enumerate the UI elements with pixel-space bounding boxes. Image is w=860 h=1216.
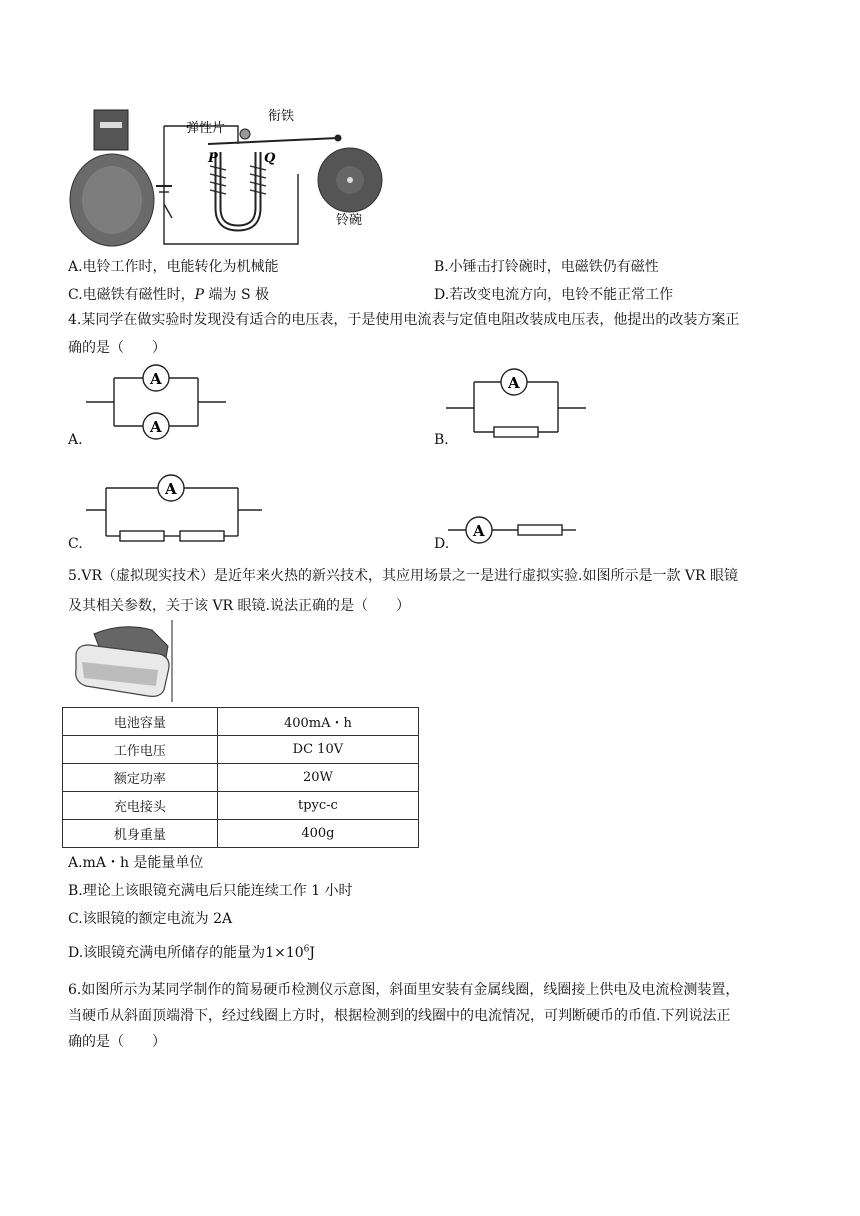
q3-option-c-var: P <box>194 287 205 303</box>
q5-stem-line1: 5.VR（虚拟现实技术）是近年来火热的新兴技术，其应用场景之一是进行虚拟实验.如图所示是一款 VR 眼镜 <box>68 568 739 584</box>
ammeter-symbol: A <box>165 480 177 498</box>
circuit-a-diagram <box>86 360 226 442</box>
q4-stem-line2: 确的是（ ） <box>68 340 166 356</box>
q4-option-d: D. <box>434 536 450 552</box>
table-row <box>63 792 419 820</box>
table-row <box>63 736 419 764</box>
spec-value: DC 10V <box>217 736 418 764</box>
spec-label: 充电接头 <box>63 792 218 820</box>
table-row <box>63 708 419 736</box>
spec-label: 额定功率 <box>63 764 218 792</box>
vr-specs-table <box>62 707 419 848</box>
q5-stem-line2: 及其相关参数，关于该 VR 眼镜.说法正确的是（ ） <box>68 598 411 614</box>
label-spring-plate: 弹性片 <box>186 121 226 136</box>
table-row <box>63 820 419 848</box>
table-row <box>63 764 419 792</box>
q5-option-d-exponent: 6 <box>303 944 310 955</box>
q4-option-b: B. <box>434 432 449 448</box>
q4-option-a: A. <box>68 432 83 448</box>
q5-option-d-value: 1×10 <box>265 945 304 961</box>
ammeter-symbol: A <box>150 418 162 436</box>
circuit-d-diagram <box>448 516 578 546</box>
q5-option-d <box>68 942 315 962</box>
q5-option-b: B.理论上该眼镜充满电后只能连续工作 1 小时 <box>68 883 353 899</box>
spec-label: 机身重量 <box>63 820 218 848</box>
spec-value: 400g <box>217 820 418 848</box>
label-bell-bowl: 铃碗 <box>336 213 363 228</box>
circuit-c-diagram <box>86 470 266 542</box>
q3-option-c <box>68 284 269 304</box>
q6-stem-line3: 确的是（ ） <box>68 1034 166 1050</box>
q3-option-a: A.电铃工作时，电能转化为机械能 <box>68 259 279 275</box>
spec-label: 工作电压 <box>63 736 218 764</box>
q3-option-d: D.若改变电流方向，电铃不能正常工作 <box>434 287 674 303</box>
ammeter-symbol: A <box>508 374 520 392</box>
spec-value: 20W <box>217 764 418 792</box>
q6-stem-line1: 6.如图所示为某同学制作的简易硬币检测仪示意图，斜面里安装有金属线圈，线圈接上供电及电流检测装置， <box>68 982 740 998</box>
ammeter-symbol: A <box>150 370 162 388</box>
q5-option-a: A.mA・h 是能量单位 <box>68 855 204 871</box>
q3-option-c-tail: 端为 S 极 <box>204 287 270 303</box>
electric-bell-figure <box>68 104 398 254</box>
circuit-b-diagram <box>446 366 586 438</box>
q5-option-d-unit: J <box>309 945 315 961</box>
label-armature: 衔铁 <box>268 109 295 124</box>
spec-value: tpyc-c <box>217 792 418 820</box>
label-P: P <box>208 151 218 166</box>
q6-stem-line2: 当硬币从斜面顶端滑下，经过线圈上方时，根据检测到的线圈中的电流情况，可判断硬币的币值.下列说法正 <box>68 1008 731 1024</box>
spec-label: 电池容量 <box>63 708 218 736</box>
q5-option-c: C.该眼镜的额定电流为 2A <box>68 911 233 927</box>
q3-option-c-text: C.电磁铁有磁性时， <box>68 287 195 303</box>
q3-option-b: B.小锤击打铃碗时，电磁铁仍有磁性 <box>434 259 659 275</box>
q4-option-c: C. <box>68 536 83 552</box>
label-Q: Q <box>264 151 276 166</box>
spec-value: 400mA・h <box>217 708 418 736</box>
q4-stem-line1: 4.某同学在做实验时发现没有适合的电压表，于是使用电流表与定值电阻改装成电压表，他提出的改装方案正 <box>68 312 740 328</box>
q5-option-d-text: D.该眼镜充满电所储存的能量为 <box>68 945 266 961</box>
vr-headset-image <box>72 620 178 702</box>
ammeter-symbol: A <box>473 522 485 540</box>
